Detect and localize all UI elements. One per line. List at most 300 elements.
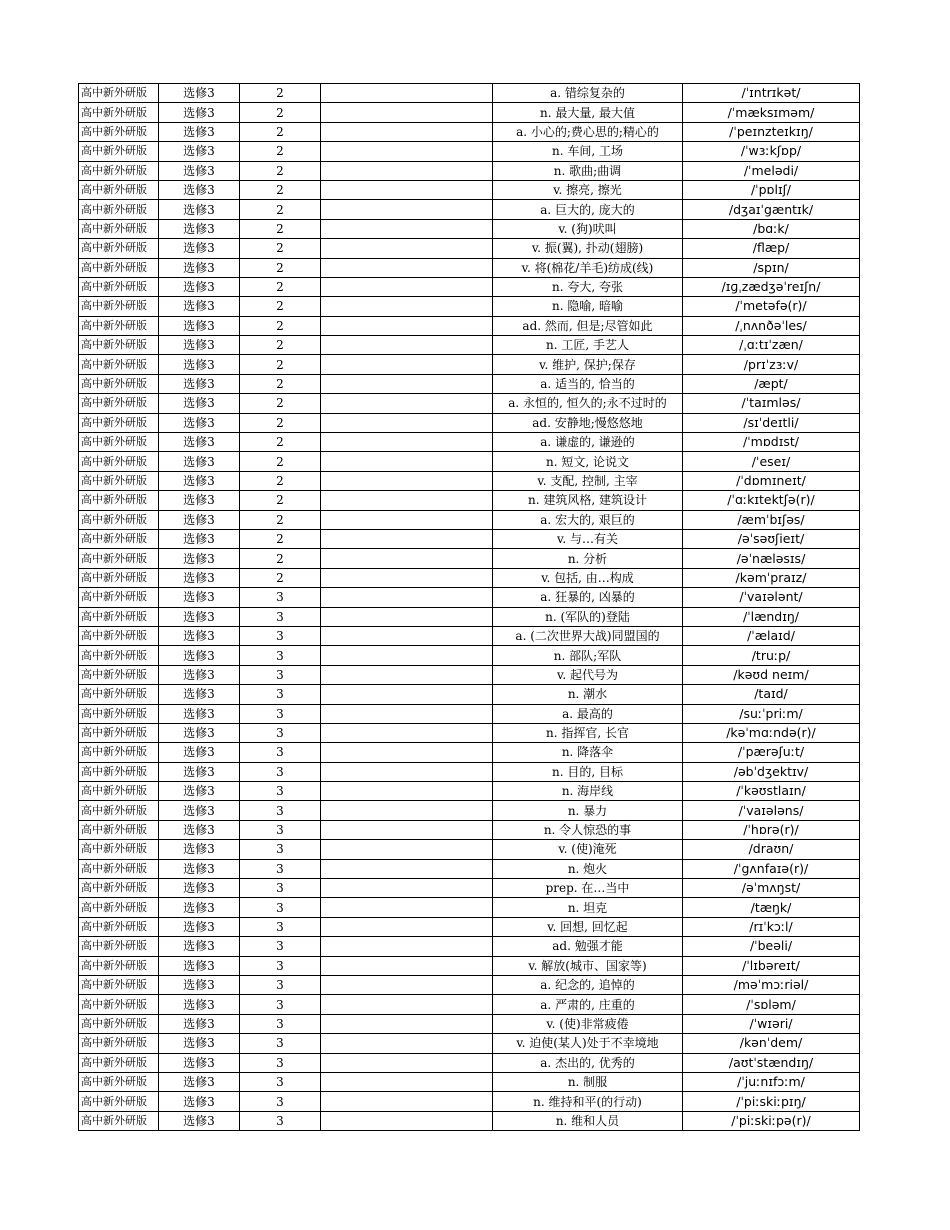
word-cell: [321, 898, 493, 917]
table-row: [79, 452, 860, 471]
book-cell: 选修3: [159, 879, 240, 898]
unit-cell: 3: [240, 1053, 321, 1072]
phonetic-cell: /spɪn/: [683, 258, 860, 277]
word-cell: [321, 142, 493, 161]
book-cell: 选修3: [159, 898, 240, 917]
table-row: [79, 239, 860, 258]
meaning-cell: ad. 然而, 但是;尽管如此: [493, 316, 683, 335]
edition-cell: 高中新外研版: [79, 665, 159, 684]
edition-cell: 高中新外研版: [79, 626, 159, 645]
book-cell: 选修3: [159, 1014, 240, 1033]
unit-cell: 2: [240, 180, 321, 199]
edition-cell: 高中新外研版: [79, 898, 159, 917]
book-cell: 选修3: [159, 336, 240, 355]
unit-cell: 2: [240, 374, 321, 393]
phonetic-cell: /ˈvaɪələns/: [683, 801, 860, 820]
phonetic-cell: /ˈtaɪmləs/: [683, 394, 860, 413]
meaning-cell: v. 解放(城市、国家等): [493, 956, 683, 975]
book-cell: 选修3: [159, 103, 240, 122]
book-cell: 选修3: [159, 529, 240, 548]
book-cell: 选修3: [159, 568, 240, 587]
table-row: [79, 142, 860, 161]
unit-cell: 2: [240, 84, 321, 103]
phonetic-cell: /prɪˈzɜːv/: [683, 355, 860, 374]
phonetic-cell: /ˈpiːskiːpɪŋ/: [683, 1092, 860, 1111]
phonetic-cell: /suːˈpriːm/: [683, 704, 860, 723]
book-cell: 选修3: [159, 859, 240, 878]
phonetic-cell: /kənˈdem/: [683, 1034, 860, 1053]
edition-cell: 高中新外研版: [79, 394, 159, 413]
edition-cell: 高中新外研版: [79, 510, 159, 529]
book-cell: 选修3: [159, 161, 240, 180]
word-cell: [321, 355, 493, 374]
book-cell: 选修3: [159, 549, 240, 568]
word-cell: [321, 433, 493, 452]
unit-cell: 2: [240, 568, 321, 587]
edition-cell: 高中新外研版: [79, 704, 159, 723]
meaning-cell: n. 车间, 工场: [493, 142, 683, 161]
word-cell: [321, 685, 493, 704]
edition-cell: 高中新外研版: [79, 917, 159, 936]
table-row: [79, 471, 860, 490]
phonetic-cell: /ˈwɪəri/: [683, 1014, 860, 1033]
edition-cell: 高中新外研版: [79, 103, 159, 122]
word-cell: [321, 1034, 493, 1053]
unit-cell: 3: [240, 607, 321, 626]
word-cell: [321, 277, 493, 296]
table-row: [79, 1072, 860, 1091]
meaning-cell: a. 狂暴的, 凶暴的: [493, 588, 683, 607]
phonetic-cell: /bɑːk/: [683, 219, 860, 238]
unit-cell: 2: [240, 316, 321, 335]
phonetic-cell: /ˈsɒləm/: [683, 995, 860, 1014]
book-cell: 选修3: [159, 142, 240, 161]
book-cell: 选修3: [159, 801, 240, 820]
table-row: [79, 433, 860, 452]
phonetic-cell: /æmˈbɪʃəs/: [683, 510, 860, 529]
edition-cell: 高中新外研版: [79, 723, 159, 742]
unit-cell: 2: [240, 529, 321, 548]
book-cell: 选修3: [159, 1072, 240, 1091]
book-cell: 选修3: [159, 665, 240, 684]
phonetic-cell: /ˈlɪbəreɪt/: [683, 956, 860, 975]
unit-cell: 3: [240, 879, 321, 898]
phonetic-cell: /ˈgʌnfaɪə(r)/: [683, 859, 860, 878]
edition-cell: 高中新外研版: [79, 956, 159, 975]
meaning-cell: n. 炮火: [493, 859, 683, 878]
meaning-cell: v. 将(棉花/羊毛)纺成(线): [493, 258, 683, 277]
word-cell: [321, 588, 493, 607]
edition-cell: 高中新外研版: [79, 859, 159, 878]
meaning-cell: n. 目的, 目标: [493, 762, 683, 781]
edition-cell: 高中新外研版: [79, 219, 159, 238]
meaning-cell: v. 与…有关: [493, 529, 683, 548]
word-cell: [321, 180, 493, 199]
edition-cell: 高中新外研版: [79, 568, 159, 587]
word-cell: [321, 122, 493, 141]
meaning-cell: n. 潮水: [493, 685, 683, 704]
word-cell: [321, 859, 493, 878]
book-cell: 选修3: [159, 937, 240, 956]
unit-cell: 3: [240, 782, 321, 801]
edition-cell: 高中新外研版: [79, 355, 159, 374]
meaning-cell: v. 回想, 回忆起: [493, 917, 683, 936]
meaning-cell: n. 维和人员: [493, 1111, 683, 1130]
word-cell: [321, 626, 493, 645]
unit-cell: 3: [240, 840, 321, 859]
unit-cell: 2: [240, 336, 321, 355]
edition-cell: 高中新外研版: [79, 1014, 159, 1033]
phonetic-cell: /draʊn/: [683, 840, 860, 859]
unit-cell: 3: [240, 646, 321, 665]
meaning-cell: n. 海岸线: [493, 782, 683, 801]
table-row: [79, 898, 860, 917]
phonetic-cell: /ˈeseɪ/: [683, 452, 860, 471]
unit-cell: 3: [240, 704, 321, 723]
meaning-cell: n. 最大量, 最大值: [493, 103, 683, 122]
phonetic-cell: /ˈpiːskiːpə(r)/: [683, 1111, 860, 1130]
table-row: [79, 258, 860, 277]
table-row: [79, 859, 860, 878]
book-cell: 选修3: [159, 491, 240, 510]
phonetic-cell: /ˈhɒrə(r)/: [683, 820, 860, 839]
edition-cell: 高中新外研版: [79, 374, 159, 393]
table-row: [79, 1034, 860, 1053]
phonetic-cell: /əˈmʌŋst/: [683, 879, 860, 898]
unit-cell: 3: [240, 1092, 321, 1111]
table-row: [79, 84, 860, 103]
phonetic-cell: /ˈkəʊstlaɪn/: [683, 782, 860, 801]
edition-cell: 高中新外研版: [79, 297, 159, 316]
unit-cell: 3: [240, 1072, 321, 1091]
phonetic-cell: /truːp/: [683, 646, 860, 665]
unit-cell: 3: [240, 995, 321, 1014]
meaning-cell: n. 降落伞: [493, 743, 683, 762]
meaning-cell: n. 坦克: [493, 898, 683, 917]
unit-cell: 2: [240, 277, 321, 296]
phonetic-cell: /məˈmɔːriəl/: [683, 975, 860, 994]
book-cell: 选修3: [159, 1053, 240, 1072]
book-cell: 选修3: [159, 1092, 240, 1111]
phonetic-cell: /ˈælaɪd/: [683, 626, 860, 645]
edition-cell: 高中新外研版: [79, 646, 159, 665]
phonetic-cell: /kəˈmɑːndə(r)/: [683, 723, 860, 742]
table-row: [79, 200, 860, 219]
word-cell: [321, 782, 493, 801]
unit-cell: 2: [240, 122, 321, 141]
meaning-cell: a. 谦虚的, 谦逊的: [493, 433, 683, 452]
phonetic-cell: /ˈmɒdɪst/: [683, 433, 860, 452]
book-cell: 选修3: [159, 510, 240, 529]
phonetic-cell: /ˈmelədi/: [683, 161, 860, 180]
book-cell: 选修3: [159, 355, 240, 374]
edition-cell: 高中新外研版: [79, 142, 159, 161]
edition-cell: 高中新外研版: [79, 413, 159, 432]
table-row: [79, 122, 860, 141]
unit-cell: 2: [240, 200, 321, 219]
book-cell: 选修3: [159, 84, 240, 103]
table-row: [79, 879, 860, 898]
edition-cell: 高中新外研版: [79, 801, 159, 820]
word-cell: [321, 452, 493, 471]
unit-cell: 3: [240, 859, 321, 878]
unit-cell: 3: [240, 801, 321, 820]
meaning-cell: n. 制服: [493, 1072, 683, 1091]
edition-cell: 高中新外研版: [79, 239, 159, 258]
meaning-cell: n. 指挥官, 长官: [493, 723, 683, 742]
unit-cell: 3: [240, 723, 321, 742]
phonetic-cell: /ˈpɒlɪʃ/: [683, 180, 860, 199]
book-cell: 选修3: [159, 626, 240, 645]
edition-cell: 高中新外研版: [79, 1053, 159, 1072]
book-cell: 选修3: [159, 394, 240, 413]
word-cell: [321, 762, 493, 781]
phonetic-cell: /ˈjuːnɪfɔːm/: [683, 1072, 860, 1091]
table-row: [79, 219, 860, 238]
book-cell: 选修3: [159, 762, 240, 781]
table-row: [79, 723, 860, 742]
word-cell: [321, 510, 493, 529]
table-row: [79, 782, 860, 801]
word-cell: [321, 103, 493, 122]
meaning-cell: n. 歌曲;曲调: [493, 161, 683, 180]
unit-cell: 2: [240, 297, 321, 316]
phonetic-cell: /ˈɑːkɪtektʃə(r)/: [683, 491, 860, 510]
edition-cell: 高中新外研版: [79, 471, 159, 490]
edition-cell: 高中新外研版: [79, 491, 159, 510]
unit-cell: 3: [240, 626, 321, 645]
edition-cell: 高中新外研版: [79, 1072, 159, 1091]
word-cell: [321, 840, 493, 859]
phonetic-cell: /əbˈdʒektɪv/: [683, 762, 860, 781]
table-row: [79, 646, 860, 665]
edition-cell: 高中新外研版: [79, 1034, 159, 1053]
table-row: [79, 917, 860, 936]
unit-cell: 3: [240, 665, 321, 684]
phonetic-cell: /aʊtˈstændɪŋ/: [683, 1053, 860, 1072]
meaning-cell: n. 暴力: [493, 801, 683, 820]
table-row: [79, 161, 860, 180]
table-row: [79, 743, 860, 762]
unit-cell: 2: [240, 433, 321, 452]
table-row: [79, 374, 860, 393]
word-cell: [321, 258, 493, 277]
word-cell: [321, 1072, 493, 1091]
phonetic-cell: /ɪɡˌzædʒəˈreɪʃn/: [683, 277, 860, 296]
word-cell: [321, 995, 493, 1014]
unit-cell: 3: [240, 820, 321, 839]
table-row: [79, 103, 860, 122]
phonetic-cell: /æpt/: [683, 374, 860, 393]
word-cell: [321, 529, 493, 548]
unit-cell: 3: [240, 917, 321, 936]
table-row: [79, 510, 860, 529]
meaning-cell: a. (二次世界大战)同盟国的: [493, 626, 683, 645]
unit-cell: 2: [240, 161, 321, 180]
unit-cell: 3: [240, 762, 321, 781]
unit-cell: 2: [240, 413, 321, 432]
phonetic-cell: /ˈvaɪələnt/: [683, 588, 860, 607]
unit-cell: 3: [240, 1111, 321, 1130]
meaning-cell: v. 支配, 控制, 主宰: [493, 471, 683, 490]
book-cell: 选修3: [159, 277, 240, 296]
book-cell: 选修3: [159, 471, 240, 490]
table-row: [79, 937, 860, 956]
edition-cell: 高中新外研版: [79, 840, 159, 859]
table-row: [79, 762, 860, 781]
book-cell: 选修3: [159, 588, 240, 607]
table-row: [79, 685, 860, 704]
word-cell: [321, 491, 493, 510]
table-row: [79, 704, 860, 723]
vocabulary-table: [78, 83, 860, 1131]
edition-cell: 高中新外研版: [79, 529, 159, 548]
phonetic-cell: /kəmˈpraɪz/: [683, 568, 860, 587]
word-cell: [321, 316, 493, 335]
word-cell: [321, 549, 493, 568]
edition-cell: 高中新外研版: [79, 685, 159, 704]
edition-cell: 高中新外研版: [79, 743, 159, 762]
book-cell: 选修3: [159, 1034, 240, 1053]
book-cell: 选修3: [159, 782, 240, 801]
book-cell: 选修3: [159, 743, 240, 762]
book-cell: 选修3: [159, 956, 240, 975]
meaning-cell: a. 最高的: [493, 704, 683, 723]
edition-cell: 高中新外研版: [79, 1111, 159, 1130]
word-cell: [321, 1092, 493, 1111]
book-cell: 选修3: [159, 219, 240, 238]
unit-cell: 3: [240, 956, 321, 975]
word-cell: [321, 374, 493, 393]
table-row: [79, 297, 860, 316]
book-cell: 选修3: [159, 607, 240, 626]
meaning-cell: n. 维持和平(的行动): [493, 1092, 683, 1111]
word-cell: [321, 239, 493, 258]
unit-cell: 2: [240, 219, 321, 238]
phonetic-cell: /sɪˈdeɪtli/: [683, 413, 860, 432]
word-cell: [321, 200, 493, 219]
edition-cell: 高中新外研版: [79, 161, 159, 180]
table-row: [79, 626, 860, 645]
word-cell: [321, 937, 493, 956]
unit-cell: 2: [240, 142, 321, 161]
meaning-cell: v. (使)淹死: [493, 840, 683, 859]
phonetic-cell: /ˈwɜːkʃɒp/: [683, 142, 860, 161]
table-row: [79, 491, 860, 510]
edition-cell: 高中新外研版: [79, 122, 159, 141]
unit-cell: 2: [240, 103, 321, 122]
table-row: [79, 607, 860, 626]
edition-cell: 高中新外研版: [79, 762, 159, 781]
book-cell: 选修3: [159, 917, 240, 936]
phonetic-cell: /ˌnʌnðəˈles/: [683, 316, 860, 335]
table-row: [79, 975, 860, 994]
book-cell: 选修3: [159, 995, 240, 1014]
word-cell: [321, 879, 493, 898]
table-row: [79, 840, 860, 859]
unit-cell: 3: [240, 743, 321, 762]
book-cell: 选修3: [159, 297, 240, 316]
book-cell: 选修3: [159, 433, 240, 452]
meaning-cell: n. 建筑风格, 建筑设计: [493, 491, 683, 510]
edition-cell: 高中新外研版: [79, 549, 159, 568]
meaning-cell: n. 隐喻, 暗喻: [493, 297, 683, 316]
word-cell: [321, 704, 493, 723]
phonetic-cell: /ˈbeəli/: [683, 937, 860, 956]
meaning-cell: v. 维护, 保护;保存: [493, 355, 683, 374]
table-row: [79, 529, 860, 548]
unit-cell: 2: [240, 452, 321, 471]
edition-cell: 高中新外研版: [79, 607, 159, 626]
table-row: [79, 1014, 860, 1033]
word-cell: [321, 336, 493, 355]
book-cell: 选修3: [159, 316, 240, 335]
table-row: [79, 1092, 860, 1111]
meaning-cell: v. 擦亮, 擦光: [493, 180, 683, 199]
edition-cell: 高中新外研版: [79, 452, 159, 471]
meaning-cell: n. 部队;军队: [493, 646, 683, 665]
meaning-cell: a. 杰出的, 优秀的: [493, 1053, 683, 1072]
word-cell: [321, 413, 493, 432]
edition-cell: 高中新外研版: [79, 995, 159, 1014]
book-cell: 选修3: [159, 820, 240, 839]
meaning-cell: a. 巨大的, 庞大的: [493, 200, 683, 219]
edition-cell: 高中新外研版: [79, 316, 159, 335]
unit-cell: 2: [240, 258, 321, 277]
table-row: [79, 588, 860, 607]
word-cell: [321, 646, 493, 665]
book-cell: 选修3: [159, 840, 240, 859]
unit-cell: 3: [240, 1034, 321, 1053]
phonetic-cell: /kəʊd neɪm/: [683, 665, 860, 684]
phonetic-cell: /dʒaɪˈgæntɪk/: [683, 200, 860, 219]
table-row: [79, 336, 860, 355]
unit-cell: 3: [240, 937, 321, 956]
table-row: [79, 568, 860, 587]
phonetic-cell: /əˈsəʊʃieɪt/: [683, 529, 860, 548]
word-cell: [321, 297, 493, 316]
meaning-cell: ad. 安静地;慢悠悠地: [493, 413, 683, 432]
meaning-cell: n. (军队的)登陆: [493, 607, 683, 626]
unit-cell: 3: [240, 975, 321, 994]
meaning-cell: n. 分析: [493, 549, 683, 568]
book-cell: 选修3: [159, 452, 240, 471]
edition-cell: 高中新外研版: [79, 782, 159, 801]
unit-cell: 3: [240, 1014, 321, 1033]
edition-cell: 高中新外研版: [79, 180, 159, 199]
book-cell: 选修3: [159, 122, 240, 141]
table-row: [79, 820, 860, 839]
edition-cell: 高中新外研版: [79, 879, 159, 898]
meaning-cell: ad. 勉强才能: [493, 937, 683, 956]
book-cell: 选修3: [159, 239, 240, 258]
table-row: [79, 801, 860, 820]
unit-cell: 2: [240, 510, 321, 529]
phonetic-cell: /tæŋk/: [683, 898, 860, 917]
word-cell: [321, 801, 493, 820]
word-cell: [321, 84, 493, 103]
edition-cell: 高中新外研版: [79, 200, 159, 219]
phonetic-cell: /əˈnæləsɪs/: [683, 549, 860, 568]
book-cell: 选修3: [159, 200, 240, 219]
word-cell: [321, 820, 493, 839]
edition-cell: 高中新外研版: [79, 820, 159, 839]
meaning-cell: a. 错综复杂的: [493, 84, 683, 103]
table-row: [79, 995, 860, 1014]
unit-cell: 2: [240, 239, 321, 258]
table-row: [79, 316, 860, 335]
unit-cell: 2: [240, 355, 321, 374]
